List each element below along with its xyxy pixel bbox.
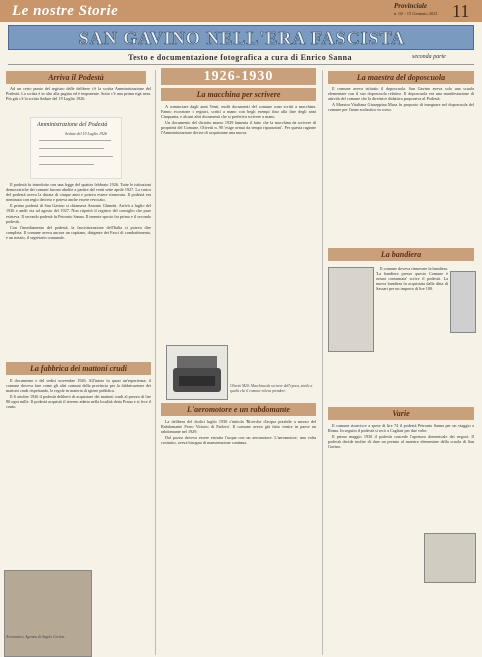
handwriting-line: [39, 156, 113, 157]
section-maestra-heading: La maestra del doposcuola: [328, 71, 474, 84]
section-macchina-heading: La macchina per scrivere: [161, 88, 316, 101]
aeromotore-photo: [4, 570, 92, 657]
header-rule: [8, 64, 474, 65]
paragraph: Dal pozzo doveva essere estratta l'acqua con un aeromotore. L'aeromotore, una volta costruito, aveva bisogno di manutenzione continua.: [161, 435, 316, 446]
column-1-intro: [6, 86, 151, 116]
column-2-macchina: [161, 104, 316, 342]
column-3-maestra: [328, 86, 474, 241]
aeromotore-caption: Aeromotore, Agenzia di Angelo Corrias: [6, 635, 65, 639]
typewriter-photo: [166, 345, 228, 400]
article-title-banner: [8, 25, 474, 50]
typewriter-caption: Olivetti M20: Macchina da scrivere dell'epoca, simile a quella che il comune voleva prendere.: [230, 384, 313, 393]
paragraph: Il comune doveva rinnovare la bandiera. 'La bandiera presso questo Comune è ormai consumata' scrive il podestà. La nuova bandiera fu acquistata dalla ditta di Sassari per un importo di lire 100.: [376, 266, 448, 292]
paragraph: Un documento del diciotto marzo 1929 lamenta il fatto che la macchina da scrivere di proprietà del Comune, Olivetti n. 90 'esige ormai da tempo riparazioni'. Per questa ragione l'Amministrazione decise di acquistarne una nuova.: [161, 120, 316, 136]
column-3-varie: [328, 423, 474, 528]
column-1-mattoni: [6, 378, 151, 553]
section-rubric: Le nostre Storie: [12, 3, 119, 19]
paragraph: Il documento e del sedici novembre 1926. All'inizio fu quasi un'esperienza; il comune doveva fare come gli altri comuni della provincia per la fabbricazione dei mattoni crudi rispettando, le regole in materia di igiene pubblica.: [6, 378, 151, 394]
handwriting-line: [39, 148, 104, 149]
handwriting-line: [39, 140, 111, 141]
year-banner: 1926-1930: [161, 68, 316, 85]
document-title: Amministrazione del Podestà: [37, 122, 108, 128]
paragraph: Il primo maggio 1930 il podestà concede l'apertura domenicale dei negozi. Il podestà decide inoltre di dare un premio al maestro elementare della scuola di San Gavino.: [328, 434, 474, 450]
paragraph: A cominciare dagli anni Venti, molti documenti del comune sono scritti a macchina. Fanno eccezione i registri, scritti a mano con begli esempi fino alla fine degli anni Cinquanta, e alcuni altri documenti che si preferiva scrivere a mano.: [161, 104, 316, 120]
paragraph: Il primo podestà di San Gavino si chiamava Antonio Ghinetti. Arrivò a luglio del 1926 e andò via ad agosto del 1927. Non rispettò il registro del consiglio che pure esisteva. Il secondo podestà fu Petronio Sanna. Il tenente sposto fra primo e il secondo podestà.: [6, 203, 151, 224]
column-1-body: [6, 182, 151, 360]
paragraph: Con l'insediamento del podestà, la fascistizzazione dell'Italia si poteva dire completa. Il comune aveva ancora un capitano, dirigente dei Fasci di combattimento, e un notaio, il segretario comunale.: [6, 224, 151, 240]
section-mattoni-heading: La fabbrica dei mattoni crudi: [6, 362, 151, 375]
flag-photo: [450, 271, 476, 333]
magazine-brand: Provinciale: [394, 2, 428, 10]
article-title: SAN GAVINO NELL'ERA FASCISTA: [78, 28, 406, 48]
handwriting-line: [39, 164, 94, 165]
varie-photo: [424, 533, 476, 583]
bandiera-photo: [328, 267, 374, 352]
typewriter-icon: [167, 346, 227, 399]
column-divider: [322, 70, 323, 655]
paragraph: La delibera del dodici luglio 1930 s'intitola 'Ricerche d'acqua potabile a mezzo del Rabdomante Ferro Vittorio di Padova'. Il comune aveva già fatto venire in paese un rabdomante nel 1929.: [161, 419, 316, 435]
section-bandiera-heading: La bandiera: [328, 248, 474, 261]
page-header: [0, 0, 482, 22]
page-number: 11: [452, 1, 470, 21]
paragraph: A Maestra Vitaliana Giuseppina Musa fu proposto di insegnare nel doposcuola del comune per l'anno scolastico in corso.: [328, 102, 474, 113]
document-image: [30, 117, 122, 179]
section-varie-heading: Varie: [328, 407, 474, 420]
paragraph: Ad un certo punto del registro delle delibere c'è la scritta Amministrazione del Podestà. La scritta è in alto alla pagina ed è imponente. Sotto c'è una prima riga nera. Più giù c'è la scritta Sedute del 19 Luglio 1926.: [6, 86, 151, 102]
column-2-aeromotore: [161, 419, 316, 549]
paragraph: Il comune risarcisce a spese di lire 74 il podestà Petronio Sanna per un viaggio a Roma. In seguito il podestà si recò a Cagliari per due volte.: [328, 423, 474, 434]
paragraph: Il podestà fu introdotto con una legge del quattro febbraio 1926. Tutte le istituzioni democratiche dei comuni furono abolite a partire dal venti sette aprile 1927. La carica del podestà aveva la durata di cinque anni e poteva essere rinnovata. Il podestà era nominato con regio decreto e poteva anche essere revocato.: [6, 182, 151, 203]
section-aeromotore-heading: L'aeromotore e un rabdomante: [161, 403, 316, 416]
paragraph: Il comune aveva istituito il doposcuola. San Gavino aveva solo una scuola elementare con il suo doposcuola relativo. Il doposcuola era una manifestazione di attività del comune che la direttrice didattica proponeva al Podestà.: [328, 86, 474, 102]
column-divider: [155, 70, 156, 655]
issue-date: n. 02 - 15 Gennaio 2021: [394, 11, 438, 16]
paragraph: Il 6 ottobre 1926 il podestà deliberò di acquistare dei mattoni crudi al prezzo di lire 80 ogni mille. Il podestà acquistò il terreno adatto nella località detta Pranu e si fece il conto.: [6, 394, 151, 410]
section-podesta-heading: Arriva il Podestà: [6, 71, 146, 84]
article-subtitle: Testo e documentazione fotografica a cura di Enrico Sanna: [128, 53, 352, 62]
column-3-bandiera: [376, 266, 448, 346]
document-subline: Sedute del 19 Luglio 1926: [65, 131, 107, 136]
article-part: seconda parte: [412, 54, 446, 60]
